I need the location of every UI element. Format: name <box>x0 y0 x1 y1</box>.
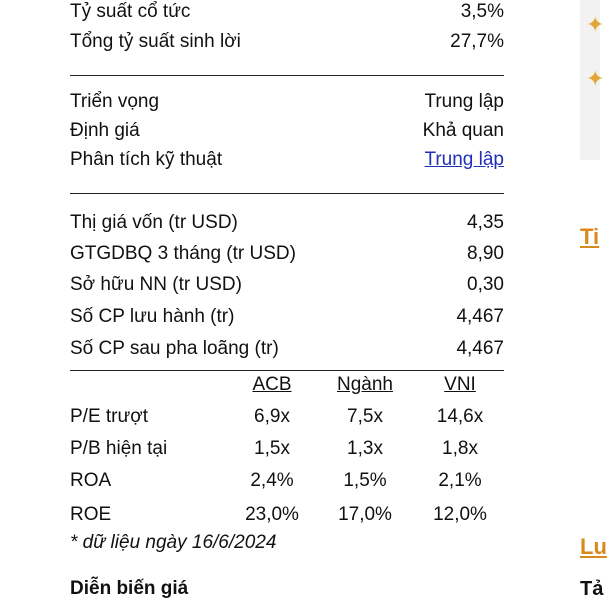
dividend-yield-row <box>70 0 504 26</box>
row-value: 4,467 <box>456 338 504 359</box>
sidebar-heading-link[interactable]: Ti <box>580 224 600 249</box>
column-header-acb: ACB <box>252 374 292 395</box>
cell: 12,0% <box>433 504 487 525</box>
row-value: Trung lập <box>424 91 504 112</box>
section-title: Diễn biến giá <box>70 578 189 599</box>
outlook-row <box>70 88 504 116</box>
row-label: Phân tích kỹ thuật <box>70 149 223 170</box>
cell: 1,8x <box>442 438 478 459</box>
cell: 7,5x <box>347 406 383 427</box>
divider <box>70 193 504 194</box>
row-label: ROA <box>70 470 112 491</box>
row-value: 3,5% <box>460 1 504 22</box>
outstanding-shares-row <box>70 303 504 331</box>
cell: 1,3x <box>347 438 383 459</box>
row-value: Khả quan <box>422 120 504 141</box>
row-label: P/E trượt <box>70 406 148 427</box>
star-icon: ✦ <box>586 66 605 91</box>
table-row <box>70 402 504 432</box>
row-label: Thị giá vốn (tr USD) <box>70 212 238 233</box>
table-row <box>70 466 504 496</box>
star-icon: ✦ <box>586 12 605 37</box>
technical-analysis-link[interactable]: Trung lập <box>424 149 504 170</box>
row-label: Tổng tỷ suất sinh lời <box>70 31 241 52</box>
cell: 1,5% <box>343 470 387 491</box>
row-value: 0,30 <box>467 274 504 295</box>
market-cap-row <box>70 209 504 237</box>
row-label: P/B hiện tại <box>70 438 168 459</box>
cell: 2,4% <box>250 470 294 491</box>
comparison-header <box>70 370 504 400</box>
cell: 1,5x <box>254 438 290 459</box>
sidebar-text: Tả <box>580 578 604 600</box>
row-value: 27,7% <box>450 31 504 52</box>
row-value: 4,467 <box>456 306 504 327</box>
column-header-vni: VNI <box>444 374 476 395</box>
cell: 23,0% <box>245 504 299 525</box>
row-label: Triển vọng <box>70 91 160 112</box>
row-label: GTGDBQ 3 tháng (tr USD) <box>70 243 296 264</box>
row-label: Tỷ suất cổ tức <box>70 1 191 22</box>
valuation-row <box>70 117 504 145</box>
diluted-shares-row <box>70 335 504 363</box>
row-label: Sở hữu NN (tr USD) <box>70 274 242 295</box>
cell: 14,6x <box>436 406 484 427</box>
row-label: Số CP sau pha loãng (tr) <box>70 338 279 359</box>
cell: 17,0% <box>338 504 392 525</box>
column-header-industry: Ngành <box>337 374 393 395</box>
avg-trading-value-row <box>70 240 504 268</box>
row-label: ROE <box>70 504 112 525</box>
table-row <box>70 434 504 464</box>
row-value: 8,90 <box>467 243 504 264</box>
technical-analysis-row <box>70 146 504 174</box>
cell: 6,9x <box>254 406 290 427</box>
row-label: Định giá <box>70 120 140 141</box>
foreign-ownership-row <box>70 271 504 299</box>
sidebar-heading-link[interactable]: Lu <box>580 534 607 559</box>
row-value: 4,35 <box>467 212 504 233</box>
cell: 2,1% <box>438 470 482 491</box>
row-label: Số CP lưu hành (tr) <box>70 306 235 327</box>
total-return-row <box>70 28 504 56</box>
data-date-note: * dữ liệu ngày 16/6/2024 <box>70 532 277 553</box>
table-row <box>70 500 504 530</box>
divider <box>70 75 504 76</box>
